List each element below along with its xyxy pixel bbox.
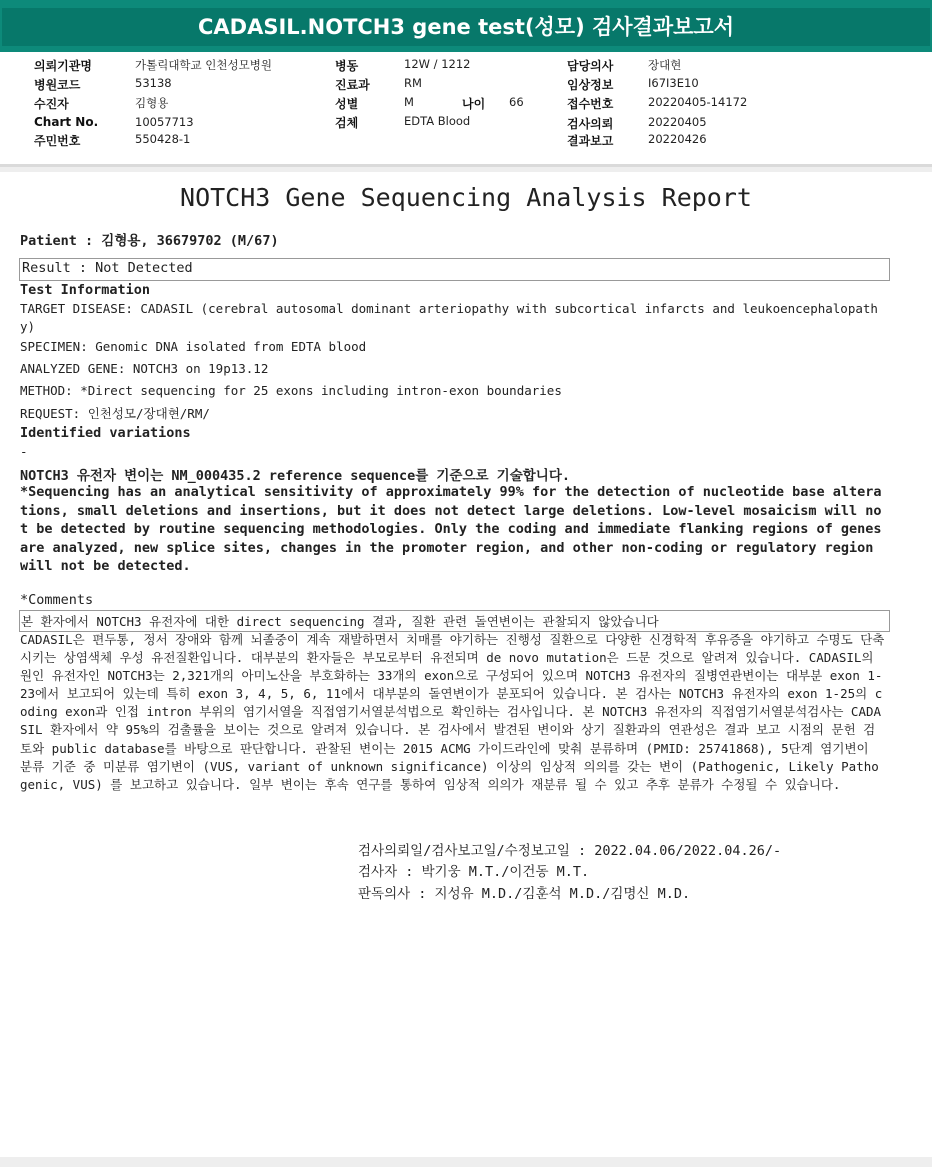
- variations-heading: Identified variations: [20, 425, 191, 441]
- sex-value: M: [404, 95, 414, 109]
- analyzed-gene-line: ANALYZED GENE: NOTCH3 on 19p13.12: [20, 361, 269, 376]
- specimen-value: EDTA Blood: [404, 114, 471, 128]
- technicians: 검사자 : 박기웅 M.T./이건동 M.T.: [358, 864, 590, 880]
- clinical-info-label: 임상정보: [567, 78, 614, 92]
- report-title: NOTCH3 Gene Sequencing Analysis Report: [180, 183, 752, 212]
- examinee-label: 수진자: [34, 97, 69, 111]
- result-report-value: 20220426: [648, 132, 707, 146]
- test-info-heading: Test Information: [20, 282, 151, 298]
- header-banner: [0, 0, 932, 52]
- specimen-line: SPECIMEN: Genomic DNA isolated from EDTA blood: [20, 339, 367, 354]
- result-text: Result : Not Detected: [22, 260, 193, 276]
- physician-label: 담당의사: [567, 59, 614, 73]
- comments-heading: *Comments: [20, 592, 94, 608]
- test-request-value: 20220405: [648, 115, 707, 129]
- variations-value: -: [20, 444, 28, 459]
- ward-value: 12W / 1212: [404, 57, 471, 71]
- resident-no-label: 주민번호: [34, 134, 81, 148]
- result-report-label: 결과보고: [567, 134, 614, 148]
- bottom-bar: [0, 1157, 932, 1167]
- reference-note: NOTCH3 유전자 변이는 NM_000435.2 reference sequence를 기준으로 기술합니다.: [20, 468, 571, 484]
- request-line: REQUEST: 인천성모/장대현/RM/: [20, 406, 210, 421]
- patient-info-panel: [0, 52, 932, 164]
- chart-no-value: 10057713: [135, 115, 194, 129]
- specimen-label: 검체: [335, 116, 359, 130]
- reading-physicians: 판독의사 : 지성유 M.D./김훈석 M.D./김명신 M.D.: [358, 886, 691, 902]
- comment-summary-box: [19, 610, 890, 632]
- ward-label: 병동: [335, 59, 359, 73]
- sensitivity-note: *Sequencing has an analytical sensitivity of approximately 99% for the detection of nucleotide base alterations, small deletions and insertions, but it does not detect large deletions. Low-level mosaicism will not be detected by routine sequencing methodologies. Only the coding and immediate flanking regions of genes are analyzed, new splice sites, changes in the promoter region, and other non-coding or regulatory region will not be detected.: [20, 484, 882, 574]
- divider: [0, 167, 932, 172]
- physician-value: 장대현: [648, 58, 682, 72]
- sex-label: 성별: [335, 97, 359, 111]
- resident-no-value: 550428-1: [135, 132, 191, 146]
- target-disease: TARGET DISEASE: CADASIL (cerebral autosomal dominant arteriopathy with subcortical infarcts and leukoencephalopathy): [20, 301, 878, 334]
- hospital-code-label: 병원코드: [34, 78, 81, 92]
- requesting-institution-label: 의뢰기관명: [34, 59, 92, 73]
- age-value: 66: [509, 95, 524, 109]
- clinical-info-value: I67I3E10: [648, 76, 699, 90]
- patient-line: Patient : 김형용, 36679702 (M/67): [20, 233, 279, 249]
- test-request-label: 검사의뢰: [567, 117, 614, 131]
- hospital-code-value: 53138: [135, 76, 172, 90]
- result-box: [19, 258, 890, 281]
- receipt-no-value: 20220405-14172: [648, 95, 748, 109]
- comment-body: CADASIL은 편두통, 정서 장애와 함께 뇌졸중이 계속 재발하면서 치매를 야기하는 진행성 질환으로 다양한 신경학적 후유증을 야기하고 수명도 단축시키는 상염색체 우성 유전질환입니다. 대부분의 환자들은 부모로부터 유전되며 de novo mutation은 드문 것으로 알려져 있습니다. CADASIL의 원인 유전자인 NOTCH3는 2,321개의 아미노산을 부호화하는 33개의 exon으로 구성되어 있으며 NOTCH3 유전자의 질병연관변이는 대부분 exon 1-23에서 보고되어 있는데 특히 exon 3, 4, 5, 6, 11에서 대부분의 돌연변이가 분포되어 있습니다. 본 검사는 NOTCH3 유전자의 exon 1-25의 coding exon과 인접 intron 부위의 염기서열을 직접염기서열분석법으로 확인하는 검사입니다. 본 NOTCH3 유전자의 직접염기서열분석검사는 CADASIL 환자에서 약 95%의 검출률을 보이는 것으로 알려져 있습니다. 본 검사에서 발견된 변이와 상기 질환과의 연관성은 결과 보고 시점의 문헌 검토와 public database를 바탕으로 판단합니다. 관찰된 변이는 2015 ACMG 가이드라인에 맞춰 분류하며 (PMID: 25741868), 5단계 염기변이 분류 기준 중 미분류 염기변이 (VUS, variant of unknown significance) 이상의 임상적 의의를 갖는 변이 (Pathogenic, Likely Pathogenic, VUS) 를 보고하고 있습니다. 일부 변이는 후속 연구를 통하여 임상적 의의가 재분류 될 수 있고 추후 분류가 수정될 수 있습니다.: [20, 632, 885, 792]
- requesting-institution-value: 가톨릭대학교 인천성모병원: [135, 58, 272, 72]
- report-header-title: CADASIL.NOTCH3 gene test(성모) 검사결과보고서: [2, 8, 930, 46]
- department-label: 진료과: [335, 78, 370, 92]
- method-line: METHOD: *Direct sequencing for 25 exons including intron-exon boundaries: [20, 383, 562, 398]
- report-dates: 검사의뢰일/검사보고일/수정보고일 : 2022.04.06/2022.04.26/-: [358, 843, 782, 859]
- comment-summary: 본 환자에서 NOTCH3 유전자에 대한 direct sequencing 결과, 질환 관련 돌연변이는 관찰되지 않았습니다: [21, 614, 659, 629]
- chart-no-label: Chart No.: [34, 115, 99, 129]
- examinee-value: 김형용: [135, 96, 169, 110]
- receipt-no-label: 접수번호: [567, 97, 614, 111]
- department-value: RM: [404, 76, 422, 90]
- age-label: 나이: [462, 97, 486, 111]
